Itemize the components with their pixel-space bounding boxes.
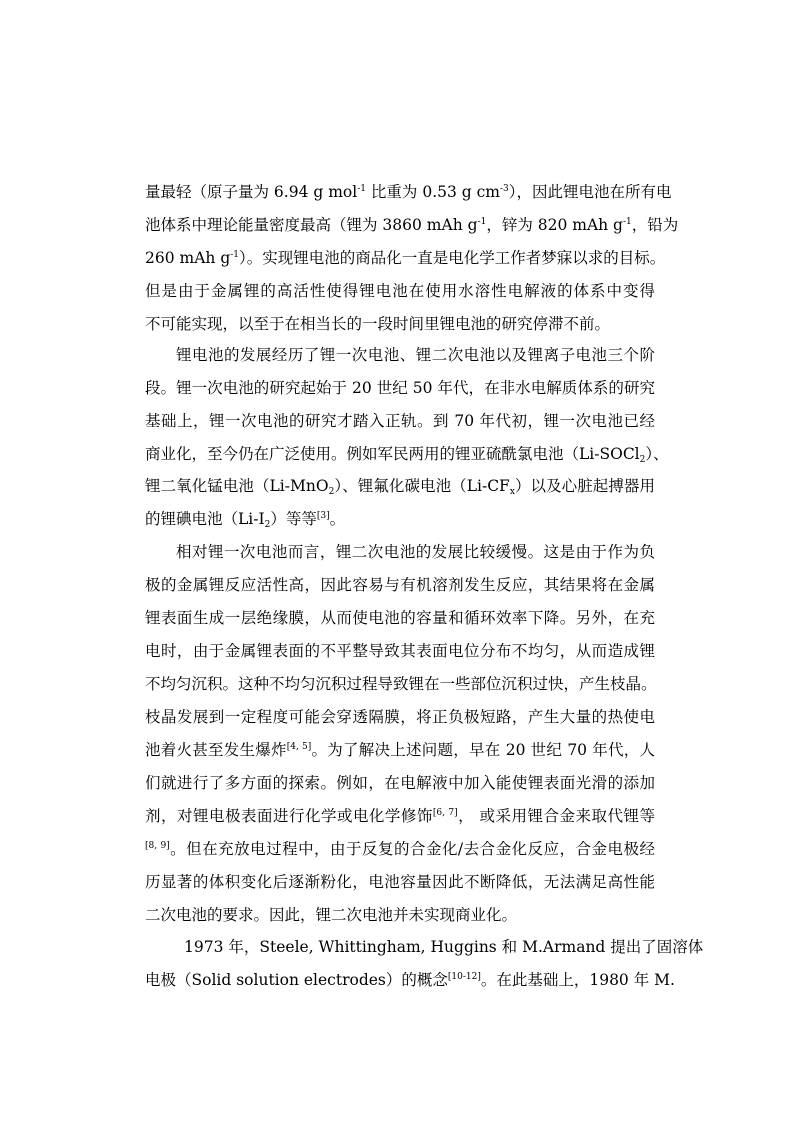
text-line: 二次电池的要求。因此，锂二次电池并未实现商业化。: [145, 906, 518, 924]
text-line: 池体系中理论能量密度最高（锂为 3860 mAh $g^{-1}$，锌为 820 mAh $g^{-1}$，铅为: [145, 216, 679, 234]
text-line: 锂二氧化锰电池（Li-MnO$_2$）、锂氟化碳电池$(Li-CF_x)$以及心脏起搏器用: [145, 477, 655, 497]
text-line: 但是由于金属锂的高活性使得锂电池在使用水溶性电解液的体系中变得: [145, 282, 655, 300]
text-line: 基础上，锂一次电池的研究才踏入正轨。到 70 年代初，锂一次电池已经: [145, 412, 655, 430]
text-line: 极的金属锂反应活性高，因此容易与有机溶剂发生反应，其结果将在金属: [145, 576, 655, 594]
text-line: 枝晶发展到一定程度可能会穿透隔膜，将正负极短路，产生大量的热使电: [145, 708, 655, 726]
text-line: 1973 年，Steele, Whittingham, Huggins 和 M.Armand 提出了固溶体: [184, 938, 704, 956]
text-line: 历显著的体积变化后逐渐粉化，电池容量因此不断降低，无法满足高性能: [145, 873, 655, 891]
text-line: 电时，由于金属锂表面的不平整导致其表面电位分布不均匀，从而造成锂: [145, 642, 655, 660]
text-line: 商业化，至今仍在广泛使用。例如军民两用的锂亚硫酰氯电池（Li-SOCl$_2$）、: [145, 445, 669, 465]
text-line: [8, 9]。但在充放电过程中，由于反复的合金化/去合金化反应，合金电极经: [145, 840, 655, 858]
text-line: 不均匀沉积。这种不均匀沉积过程导致锂在一些部位沉积过快，产生枝晶。: [145, 675, 657, 693]
text-line: 260 mAh $g^{-1}$）。实现锂电池的商品化一直是电化学工作者梦寐以求的目标。: [145, 249, 666, 267]
text-line: 量最轻（原子量为 6.94 g mol$^{-1}$ 比重为 0.53 g $cm^{-3}$），因此锂电池在所有电: [145, 183, 672, 201]
text-line: 不可能实现，以至于在相当长的一段时间里锂电池的研究停滞不前。: [145, 315, 611, 333]
text-line: 相对锂一次电池而言，锂二次电池的发展比较缓慢。这是由于作为负: [176, 543, 655, 561]
text-line: 剂，对锂电极表面进行化学或电化学修饰[6, 7]， 或采用锂合金来取代锂等: [145, 807, 655, 825]
text-line: 锂电池的发展经历了锂一次电池、锂二次电池以及锂离子电池三个阶: [176, 346, 655, 364]
text-line: 锂表面生成一层绝缘膜，从而使电池的容量和循环效率下降。另外，在充: [145, 609, 655, 627]
text-line: 们就进行了多方面的探索。例如，在电解液中加入能使锂表面光滑的添加: [145, 774, 655, 792]
text-line: 电极（Solid solution electrodes）的概念[10-12]。在此基础上，1980 年 M.: [145, 971, 675, 989]
text-line: 的锂碘电池$(Li-I_2)$等等[3]。: [145, 510, 346, 530]
text-line: 段。锂一次电池的研究起始于 20 世纪 50 年代，在非水电解质体系的研究: [145, 379, 655, 397]
text-line: 池着火甚至发生爆炸[4, 5]。为了解决上述问题，早在 20 世纪 70 年代，人: [145, 741, 655, 759]
